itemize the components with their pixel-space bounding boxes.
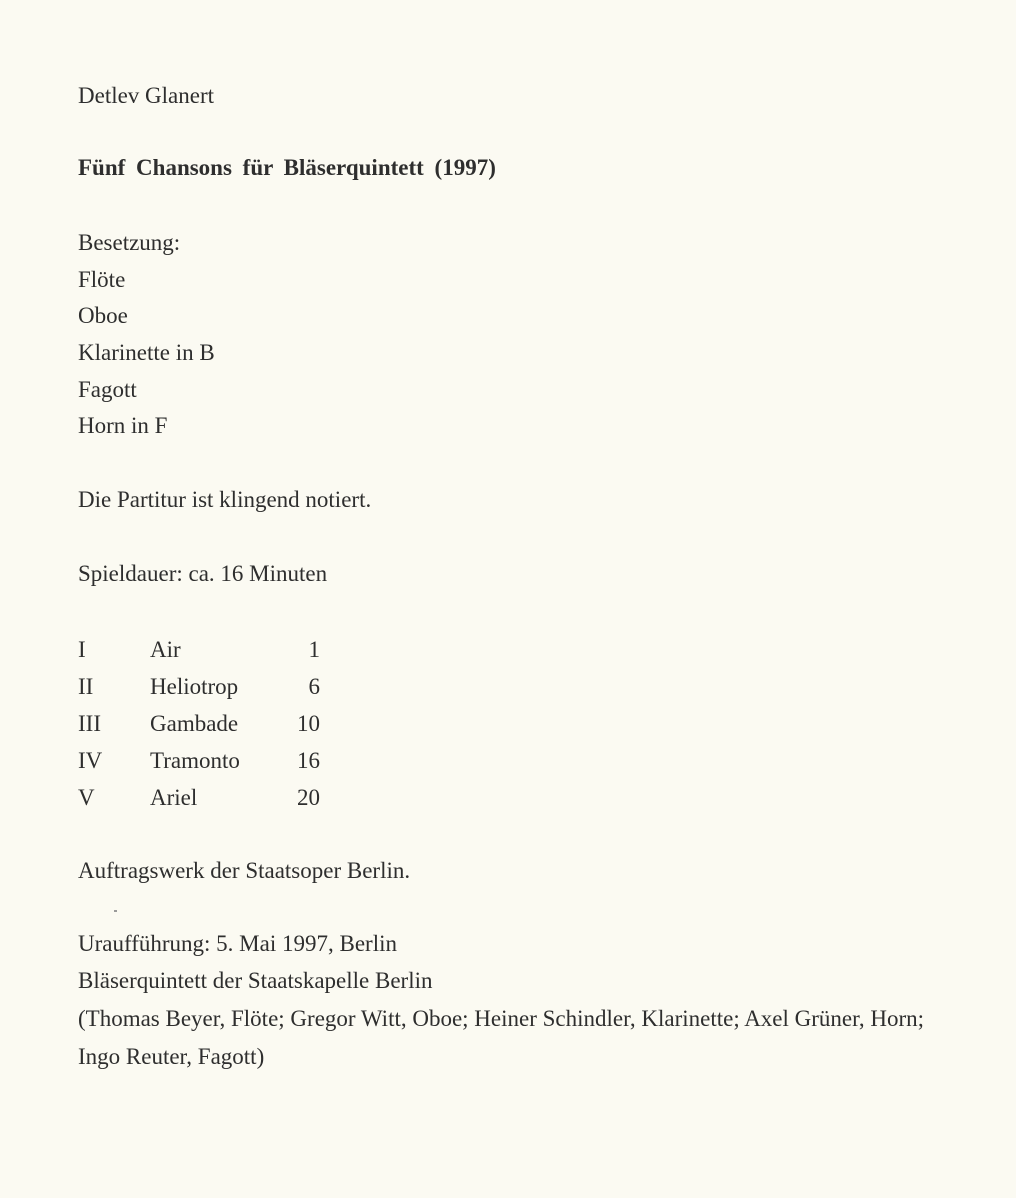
movement-name: Air bbox=[150, 637, 181, 662]
movement-name: Gambade bbox=[150, 711, 239, 736]
movement-name: Heliotrop bbox=[150, 674, 239, 699]
instrument-item: Flöte bbox=[78, 267, 126, 292]
instrument-item: Oboe bbox=[78, 303, 128, 328]
notation-note: Die Partitur ist klingend notiert. bbox=[78, 487, 372, 512]
movement-row bbox=[78, 710, 338, 738]
movement-page: 1 bbox=[308, 637, 320, 662]
premiere-ensemble: Bläserquintett der Staatskapelle Berlin bbox=[78, 968, 433, 993]
premiere-performers-continued: Ingo Reuter, Fagott) bbox=[78, 1044, 265, 1069]
movement-row bbox=[78, 784, 338, 812]
movement-number: III bbox=[78, 711, 101, 736]
movement-row bbox=[78, 636, 338, 664]
composer-name: Detlev Glanert bbox=[78, 83, 215, 108]
movement-row bbox=[78, 673, 338, 701]
movement-name: Ariel bbox=[150, 785, 198, 810]
paper-speck bbox=[114, 910, 117, 912]
premiere-line: Uraufführung: 5. Mai 1997, Berlin bbox=[78, 931, 397, 956]
movement-page: 16 bbox=[297, 748, 320, 773]
movement-number: IV bbox=[78, 748, 103, 773]
instrument-item: Klarinette in B bbox=[78, 340, 215, 365]
duration: Spieldauer: ca. 16 Minuten bbox=[78, 561, 328, 586]
movement-number: V bbox=[78, 785, 95, 810]
instrument-item: Fagott bbox=[78, 377, 137, 402]
instrumentation-heading: Besetzung: bbox=[78, 230, 181, 255]
movement-page: 10 bbox=[297, 711, 320, 736]
premiere-performers: (Thomas Beyer, Flöte; Gregor Witt, Oboe; Heiner Schindler, Klarinette; Axel Grüner, Horn; bbox=[78, 1006, 925, 1031]
instrument-item: Horn in F bbox=[78, 413, 168, 438]
movement-name: Tramonto bbox=[150, 748, 240, 773]
movement-row bbox=[78, 747, 338, 775]
movement-page: 20 bbox=[297, 785, 320, 810]
work-title: Fünf Chansons für Bläserquintett (1997) bbox=[78, 155, 496, 180]
commission-note: Auftragswerk der Staatsoper Berlin. bbox=[78, 858, 411, 883]
movement-page: 6 bbox=[308, 674, 320, 699]
movement-number: I bbox=[78, 637, 86, 662]
movement-number: II bbox=[78, 674, 94, 699]
